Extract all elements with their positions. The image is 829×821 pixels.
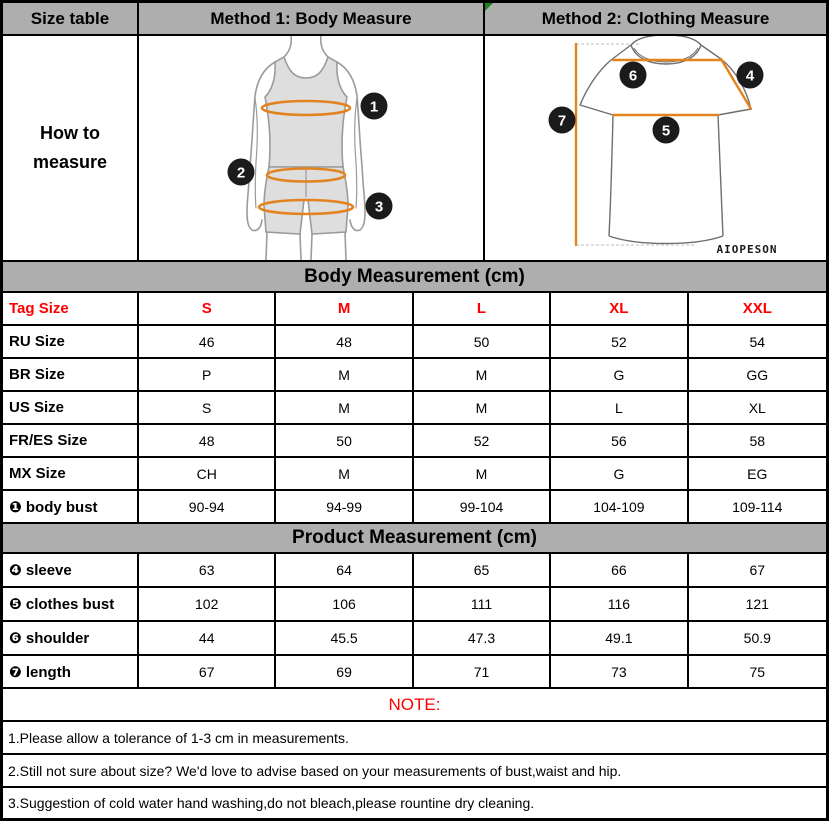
cell-corner-marker	[485, 3, 493, 11]
cell-value: 90-94	[139, 491, 276, 522]
cell-value: 106	[276, 588, 413, 620]
row-label: US Size	[3, 392, 139, 423]
note-item-2: 2.Still not sure about size? We'd love to advise based on your measurements of bust,waist and hip.	[8, 762, 622, 779]
cell-value: 94-99	[276, 491, 413, 522]
tshirt-right-shoulder	[701, 45, 721, 59]
note-title-row	[3, 689, 826, 722]
cell-value: 65	[414, 554, 551, 586]
cell-value: G	[551, 458, 688, 489]
top-header-row	[3, 3, 826, 36]
cell-value: 44	[139, 622, 276, 654]
cell-value: 50.9	[743, 630, 771, 646]
cell-value: 48	[276, 326, 413, 357]
note-row	[3, 788, 826, 818]
cell-value: 104-109	[551, 491, 688, 522]
cell-value: 75	[749, 663, 766, 680]
tshirt-left-sleeve	[580, 60, 613, 115]
row-label: BR Size	[3, 359, 139, 390]
cell-value: P	[139, 359, 276, 390]
marker-3: 3	[374, 198, 384, 216]
table-row	[3, 554, 826, 588]
cell-value: 73	[551, 656, 688, 687]
size-col-xxl: XXL	[742, 300, 772, 317]
cell-value: 54	[749, 333, 766, 350]
cell-value: 64	[276, 554, 413, 586]
body-section-title: Body Measurement (cm)	[3, 262, 826, 291]
cell-value: M	[414, 359, 551, 390]
cell-value: GG	[746, 366, 769, 383]
cell-value: 63	[139, 554, 276, 586]
table-row	[3, 491, 826, 524]
table-row	[3, 458, 826, 491]
cell-value: 52	[414, 425, 551, 456]
cell-value: 121	[745, 596, 769, 612]
cell-value: M	[276, 359, 413, 390]
table-row	[3, 622, 826, 656]
cell-value: XL	[748, 399, 766, 416]
table-row	[3, 656, 826, 689]
tshirt-collar-outer	[631, 36, 701, 45]
cell-value: 116	[551, 588, 688, 620]
cell-value: 52	[551, 326, 688, 357]
figure-neck-left	[284, 36, 291, 57]
note-row	[3, 722, 826, 755]
table-row	[3, 359, 826, 392]
product-section-title: Product Measurement (cm)	[3, 524, 826, 552]
tshirt-hem	[609, 236, 723, 244]
figure-legs	[266, 232, 346, 260]
header-method2-label: Method 2: Clothing Measure	[541, 8, 770, 28]
table-row	[3, 392, 826, 425]
body-section-title-row	[3, 262, 826, 293]
marker-7: 7	[557, 112, 567, 130]
tshirt-left-side	[609, 115, 613, 236]
cell-value: M	[276, 392, 413, 423]
cell-value: 45.5	[276, 622, 413, 654]
illustration-row	[3, 36, 826, 262]
note-item-1: 1.Please allow a tolerance of 1-3 cm in measurements.	[8, 729, 349, 746]
how-to-measure-label: How to measure	[3, 36, 139, 260]
cell-value: 56	[551, 425, 688, 456]
cell-value: CH	[139, 458, 276, 489]
body-measure-illustration	[139, 36, 485, 260]
row-label: FR/ES Size	[3, 425, 139, 456]
cell-value: 99-104	[414, 491, 551, 522]
cell-value: M	[276, 458, 413, 489]
row-label: ❻ shoulder	[3, 622, 139, 654]
cell-value: M	[414, 458, 551, 489]
tshirt-right-side	[718, 115, 723, 236]
cell-value: 102	[139, 588, 276, 620]
size-col-m: M	[276, 293, 413, 324]
header-size-table: Size table	[3, 3, 139, 34]
cell-value: 109-114	[732, 498, 783, 515]
cell-value: 111	[414, 588, 551, 620]
marker-6: 6	[628, 67, 638, 85]
cell-value: G	[551, 359, 688, 390]
cell-value: 46	[139, 326, 276, 357]
tshirt-diagram	[485, 36, 826, 260]
body-figure-diagram	[139, 36, 483, 260]
row-label-tag-size: Tag Size	[3, 293, 139, 324]
cell-value: 69	[276, 656, 413, 687]
row-label: ❺ clothes bust	[3, 588, 139, 620]
row-label: ❹ sleeve	[3, 554, 139, 586]
brand-watermark: AIOPESON	[716, 243, 778, 256]
marker-2: 2	[236, 164, 246, 182]
clothing-measure-illustration	[485, 36, 826, 260]
row-label: ❶ body bust	[3, 491, 139, 522]
cell-value: L	[551, 392, 688, 423]
cell-value: 71	[414, 656, 551, 687]
header-method1: Method 1: Body Measure	[139, 3, 485, 34]
cell-value: 48	[139, 425, 276, 456]
size-col-l: L	[414, 293, 551, 324]
table-row	[3, 326, 826, 359]
marker-5: 5	[661, 122, 671, 140]
cell-value: 58	[749, 432, 766, 449]
header-method2	[485, 3, 826, 34]
row-label: MX Size	[3, 458, 139, 489]
size-col-s: S	[139, 293, 276, 324]
cell-value: 50	[276, 425, 413, 456]
size-col-xl: XL	[551, 293, 688, 324]
cell-value: 47.3	[414, 622, 551, 654]
tag-size-row	[3, 293, 826, 326]
note-row	[3, 755, 826, 788]
row-label: RU Size	[3, 326, 139, 357]
figure-neck-right	[321, 36, 328, 57]
cell-value: S	[139, 392, 276, 423]
note-title: NOTE:	[388, 694, 441, 714]
table-row	[3, 425, 826, 458]
product-section-title-row	[3, 524, 826, 554]
cell-value: 50	[414, 326, 551, 357]
marker-1: 1	[369, 98, 379, 116]
note-item-3: 3.Suggestion of cold water hand washing,do not bleach,please rountine dry cleaning.	[8, 795, 535, 811]
cell-value: 49.1	[551, 622, 688, 654]
marker-4: 4	[745, 67, 755, 85]
row-label: ❼ length	[3, 656, 139, 687]
table-row	[3, 588, 826, 622]
cell-value: M	[414, 392, 551, 423]
cell-value: 67	[139, 656, 276, 687]
tshirt-left-shoulder	[611, 45, 631, 60]
cell-value: EG	[747, 465, 768, 482]
cell-value: 67	[749, 562, 766, 578]
cell-value: 66	[551, 554, 688, 586]
